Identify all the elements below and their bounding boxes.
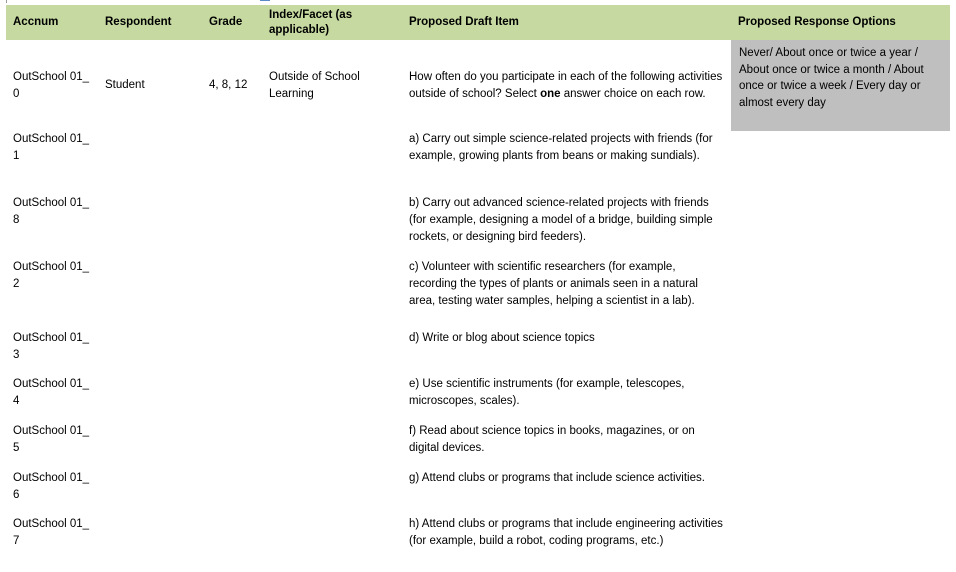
accnum-cell: OutSchool 01_6 bbox=[13, 472, 90, 501]
header-row bbox=[6, 5, 950, 40]
accnum-cell: OutSchool 01_5 bbox=[13, 425, 90, 454]
draft-item-cell: g) Attend clubs or programs that include science activities. bbox=[409, 472, 705, 484]
accnum-cell: OutSchool 01_3 bbox=[13, 332, 90, 361]
table-row bbox=[6, 516, 950, 572]
table-row bbox=[6, 330, 950, 376]
draft-item-cell: h) Attend clubs or programs that include engineering activities (for example, build a robot, coding programs, etc.) bbox=[409, 518, 723, 547]
accnum-cell: OutSchool 01_1 bbox=[13, 133, 90, 162]
table-row bbox=[6, 423, 950, 470]
draft-item-cell: d) Write or blog about science topics bbox=[409, 332, 595, 344]
accnum-cell: OutSchool 01_7 bbox=[13, 518, 90, 547]
draft-item-text-before: How often do you participate in each of the following activities outside of school? Select bbox=[409, 70, 723, 100]
header-proposed-response-options: Proposed Response Options bbox=[731, 5, 950, 40]
header-grade: Grade bbox=[202, 5, 262, 40]
draft-item-cell: b) Carry out advanced science-related projects with friends (for example, designing a model of a bridge, building simple rockets, or designing bird feeders). bbox=[409, 197, 713, 243]
draft-item-text-after: answer choice on each row. bbox=[560, 87, 706, 100]
accnum-cell: OutSchool 01_0 bbox=[13, 70, 90, 100]
top-border-fragment bbox=[6, 0, 950, 3]
draft-items-table bbox=[6, 5, 950, 572]
header-respondent: Respondent bbox=[98, 5, 202, 40]
table-row bbox=[6, 470, 950, 516]
table-row bbox=[6, 259, 950, 330]
accnum-cell: OutSchool 01_2 bbox=[13, 261, 90, 290]
accnum-cell: OutSchool 01_8 bbox=[13, 197, 90, 226]
draft-item-emphasis: one bbox=[540, 87, 561, 100]
draft-item-cell: a) Carry out simple science-related projects with friends (for example, growing plants from beans or making sundials). bbox=[409, 133, 713, 162]
accnum-cell: OutSchool 01_4 bbox=[13, 378, 90, 407]
respondent-cell: Student bbox=[105, 79, 145, 91]
index-facet-cell: Outside of School Learning bbox=[269, 70, 360, 100]
table-row bbox=[6, 40, 950, 131]
header-index-facet: Index/Facet (as applicable) bbox=[262, 5, 402, 40]
table-row bbox=[6, 195, 950, 259]
grade-cell: 4, 8, 12 bbox=[209, 79, 248, 91]
draft-item-cell bbox=[402, 40, 731, 131]
header-accnum: Accnum bbox=[6, 5, 98, 40]
response-options-cell: Never/ About once or twice a year / About once or twice a month / About once or twice a week / Every day or almost every day bbox=[731, 40, 950, 131]
draft-item-cell: f) Read about science topics in books, magazines, or on digital devices. bbox=[409, 425, 695, 454]
header-proposed-draft-item: Proposed Draft Item bbox=[402, 5, 731, 40]
draft-item-cell: e) Use scientific instruments (for example, telescopes, microscopes, scales). bbox=[409, 378, 685, 407]
table-row bbox=[6, 376, 950, 423]
draft-item-cell: c) Volunteer with scientific researchers (for example, recording the types of plants or animals seen in a natural area, testing water samples, helping a scientist in a lab). bbox=[409, 261, 698, 307]
table-row bbox=[6, 131, 950, 195]
